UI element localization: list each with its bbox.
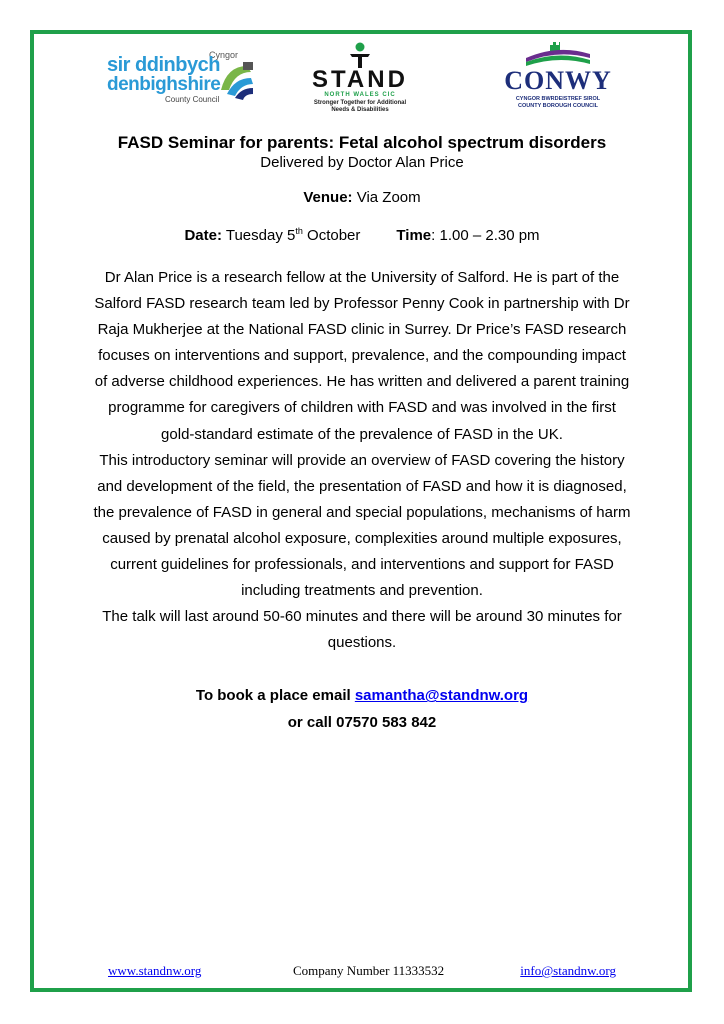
conwy-logo bbox=[498, 42, 618, 112]
booking-email-link[interactable]: samantha@standnw.org bbox=[354, 687, 529, 705]
description bbox=[90, 265, 634, 656]
denbighshire-cyngor: Cyngor bbox=[209, 50, 239, 60]
denbighshire-council: County Council bbox=[165, 95, 220, 104]
denbighshire-logo bbox=[105, 50, 255, 110]
stand-subtitle: NORTH WALES CIC bbox=[324, 92, 396, 98]
footer-email-link[interactable]: info@standnw.org bbox=[520, 963, 616, 978]
conwy-sub-english: COUNTY BOROUGH COUNCIL bbox=[518, 103, 598, 109]
footer-company-number: Company Number 11333532 bbox=[293, 963, 445, 978]
conwy-sub-welsh: CYNGOR BWRDEISTREF SIROL bbox=[515, 96, 601, 102]
date-month: October bbox=[302, 227, 361, 244]
conwy-castle-icon bbox=[526, 42, 590, 66]
venue-value: Via Zoom bbox=[352, 189, 421, 206]
footer-website-link[interactable]: www.standnw.org bbox=[108, 963, 202, 978]
seminar-title: FASD Seminar for parents: Fetal alcohol spectrum disorders bbox=[117, 133, 607, 152]
paragraph-speaker-bio: Dr Alan Price is a research fellow at the University of Salford. He is part of the Salford FASD research team led by Professor Penny Cook in partnership with Dr Raja Mukherjee at the National FASD clinic in Surrey. Dr Price’s FASD research focuses on interventions and support, prevalence, and the compounding impact of adverse childhood experiences. He has written and delivered a parent training programme for caregivers of children with FASD and was involved in the first gold-standard estimate of the prevalence of FASD in the UK. bbox=[94, 269, 630, 443]
denbighshire-line2: denbighshire bbox=[107, 74, 221, 95]
time-label: Time bbox=[396, 227, 432, 244]
date-suffix: th bbox=[295, 226, 303, 236]
logo-bar bbox=[0, 40, 724, 130]
date-time-line bbox=[90, 222, 634, 245]
date-label: Date: bbox=[184, 227, 222, 244]
stand-tagline: Stronger Together for Additional Needs & Disabilities bbox=[313, 100, 407, 113]
denbighshire-line1: sir ddinbych bbox=[107, 54, 220, 76]
date-value: Tuesday 5 bbox=[221, 227, 296, 244]
stand-logo bbox=[300, 40, 420, 130]
paragraph-seminar-overview: This introductory seminar will provide an overview of FASD covering the history and development of the field, the presentation of FASD and how it is diagnosed, the prevalence of FASD in general and special populations, mechanisms of harm caused by prenatal alcohol exposure, complexities around multiple exposures, current guidelines for professionals, and interventions and support for FASD including treatments and prevention. bbox=[93, 451, 631, 600]
venue-line bbox=[90, 188, 634, 207]
stand-name: STAND bbox=[312, 66, 408, 93]
delivered-by: Delivered by Doctor Alan Price bbox=[260, 154, 464, 171]
venue-label: Venue: bbox=[303, 189, 353, 206]
booking-prefix: To book a place email bbox=[195, 687, 355, 705]
stand-figure-icon bbox=[348, 42, 372, 68]
booking-info bbox=[90, 682, 634, 736]
denbighshire-emblem-icon bbox=[217, 60, 255, 100]
time-value: : 1.00 – 2.30 pm bbox=[431, 227, 540, 244]
conwy-name: CONWY bbox=[504, 66, 612, 95]
main-content bbox=[90, 132, 634, 736]
paragraph-duration: The talk will last around 50-60 minutes and there will be around 30 minutes for questions. bbox=[102, 608, 622, 652]
booking-phone: or call 07570 583 842 bbox=[287, 714, 437, 732]
footer bbox=[108, 963, 616, 983]
